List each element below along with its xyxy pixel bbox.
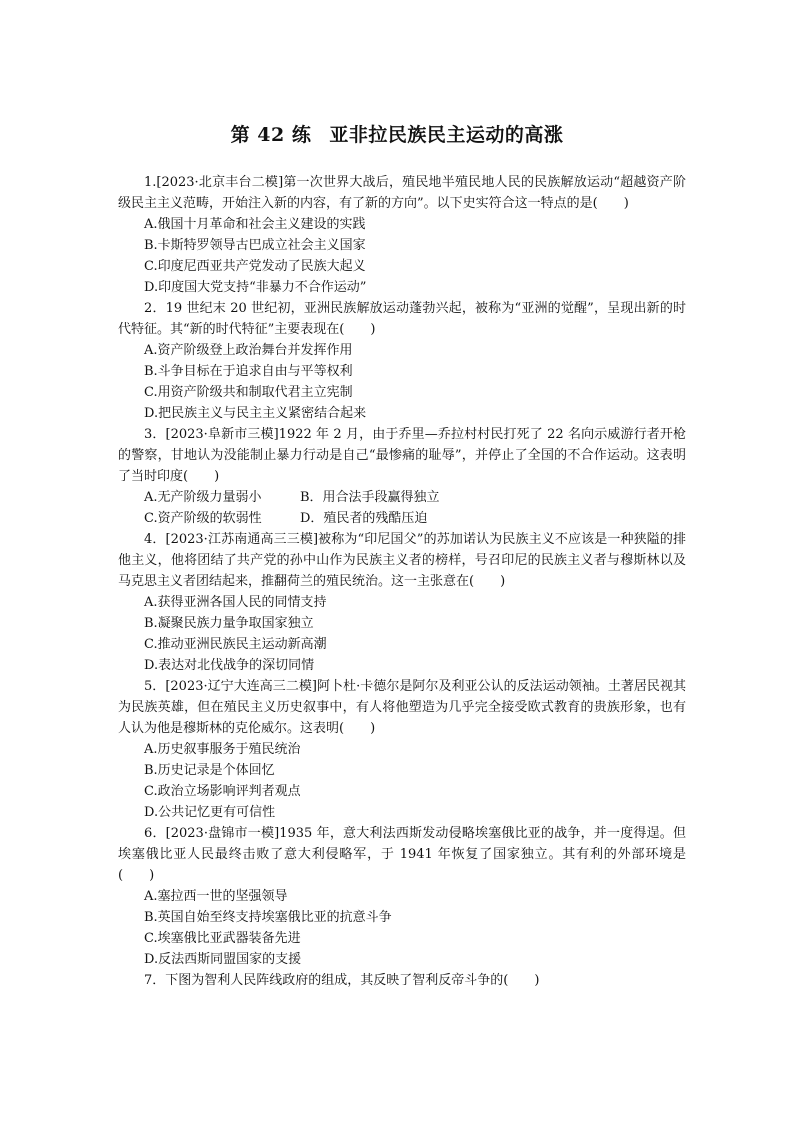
title-main: 亚非拉民族民主运动的高涨 — [329, 124, 564, 146]
title-prefix: 第 42 练 — [230, 124, 312, 146]
option-b: B．用合法手段赢得独立 — [300, 490, 440, 505]
option-c: C.资产阶级的软弱性 — [144, 511, 262, 526]
option-d: D.把民族主义与民主主义紧密结合起来 — [144, 406, 367, 421]
option-a: A.获得亚洲各国人民的同情支持 — [144, 595, 327, 610]
option-a: A.无产阶级力量弱小 — [144, 490, 262, 505]
option-c: C.政治立场影响评判者观点 — [144, 784, 301, 799]
question-stem: 5．[2023·辽宁大连高三二模]阿卜杜·卡德尔是阿尔及利亚公认的反法运动领袖。土著居民视其为民族英雄，但在殖民主义历史叙事中，有人将他塑造为几乎完全接受欧式教育的贵族形象，也有人认为他是穆斯林的克伦威尔。这表明( ) — [118, 679, 686, 736]
question-list — [118, 172, 686, 991]
option-row — [118, 508, 686, 529]
question-3 — [118, 424, 686, 529]
question-6 — [118, 823, 686, 970]
question-stem: 2．19 世纪末 20 世纪初，亚洲民族解放运动蓬勃兴起，被称为“亚洲的觉醒”，呈现出新的时代特征。其“新的时代特征”主要表现在( ) — [118, 301, 686, 337]
question-stem: 4．[2023·江苏南通高三三模]被称为“印尼国父”的苏加诺认为民族主义不应该是一种狭隘的排他主义，他将团结了共产党的孙中山作为民族主义者的榜样，号召印尼的民族主义者与穆斯林以及马克思主义者团结起来，推翻荷兰的殖民统治。这一主张意在( ) — [118, 532, 686, 589]
option-d: D.表达对北伐战争的深切同情 — [144, 658, 315, 673]
option-b: B.卡斯特罗领导古巴成立社会主义国家 — [144, 238, 366, 253]
question-5 — [118, 676, 686, 823]
option-row — [118, 487, 686, 508]
option-c: C.用资产阶级共和制取代君主立宪制 — [144, 385, 353, 400]
option-a: A.塞拉西一世的坚强领导 — [144, 889, 288, 904]
option-c: C.埃塞俄比亚武器装备先进 — [144, 931, 301, 946]
question-stem: 1.[2023·北京丰台二模]第一次世界大战后，殖民地半殖民地人民的民族解放运动“超越资产阶级民主主义范畴，开始注入新的内容，有了新的方向”。以下史实符合这一特点的是( ) — [118, 175, 686, 211]
option-a: A.历史叙事服务于殖民统治 — [144, 742, 301, 757]
option-c: C.印度尼西亚共产党发动了民族大起义 — [144, 259, 366, 274]
question-1 — [118, 172, 686, 298]
option-d: D.印度国大党支持“非暴力不合作运动” — [144, 280, 367, 295]
option-c: C.推动亚洲民族民主运动新高潮 — [144, 637, 327, 652]
question-2 — [118, 298, 686, 424]
question-4 — [118, 529, 686, 676]
option-d: D.公共记忆更有可信性 — [144, 805, 276, 820]
option-b: B.英国自始至终支持埃塞俄比亚的抗意斗争 — [144, 910, 392, 925]
page-title — [0, 120, 794, 147]
option-a: A.俄国十月革命和社会主义建设的实践 — [144, 217, 366, 232]
option-b: B.历史记录是个体回忆 — [144, 763, 275, 778]
option-a: A.资产阶级登上政治舞台并发挥作用 — [144, 343, 353, 358]
option-b: B.凝聚民族力量争取国家独立 — [144, 616, 314, 631]
option-d: D．殖民者的残酷压迫 — [300, 511, 428, 526]
option-b: B.斗争目标在于追求自由与平等权利 — [144, 364, 353, 379]
question-stem: 6．[2023·盘锦市一模]1935 年，意大利法西斯发动侵略埃塞俄比亚的战争，并一度得逞。但埃塞俄比亚人民最终击败了意大利侵略军，于 1941 年恢复了国家独立。其有利的外部环境是( ) — [118, 826, 686, 883]
question-7 — [118, 970, 686, 991]
option-d: D.反法西斯同盟国家的支援 — [144, 952, 302, 967]
question-stem: 7．下图为智利人民阵线政府的组成，其反映了智利反帝斗争的( ) — [144, 973, 540, 988]
question-stem: 3．[2023·阜新市三模]1922 年 2 月，由于乔里—乔拉村村民打死了 22 名向示威游行者开枪的警察，甘地认为没能制止暴力行动是自己“最惨痛的耻辱”，并停止了全国的不合作运动。这表明了当时印度( ) — [118, 427, 686, 484]
